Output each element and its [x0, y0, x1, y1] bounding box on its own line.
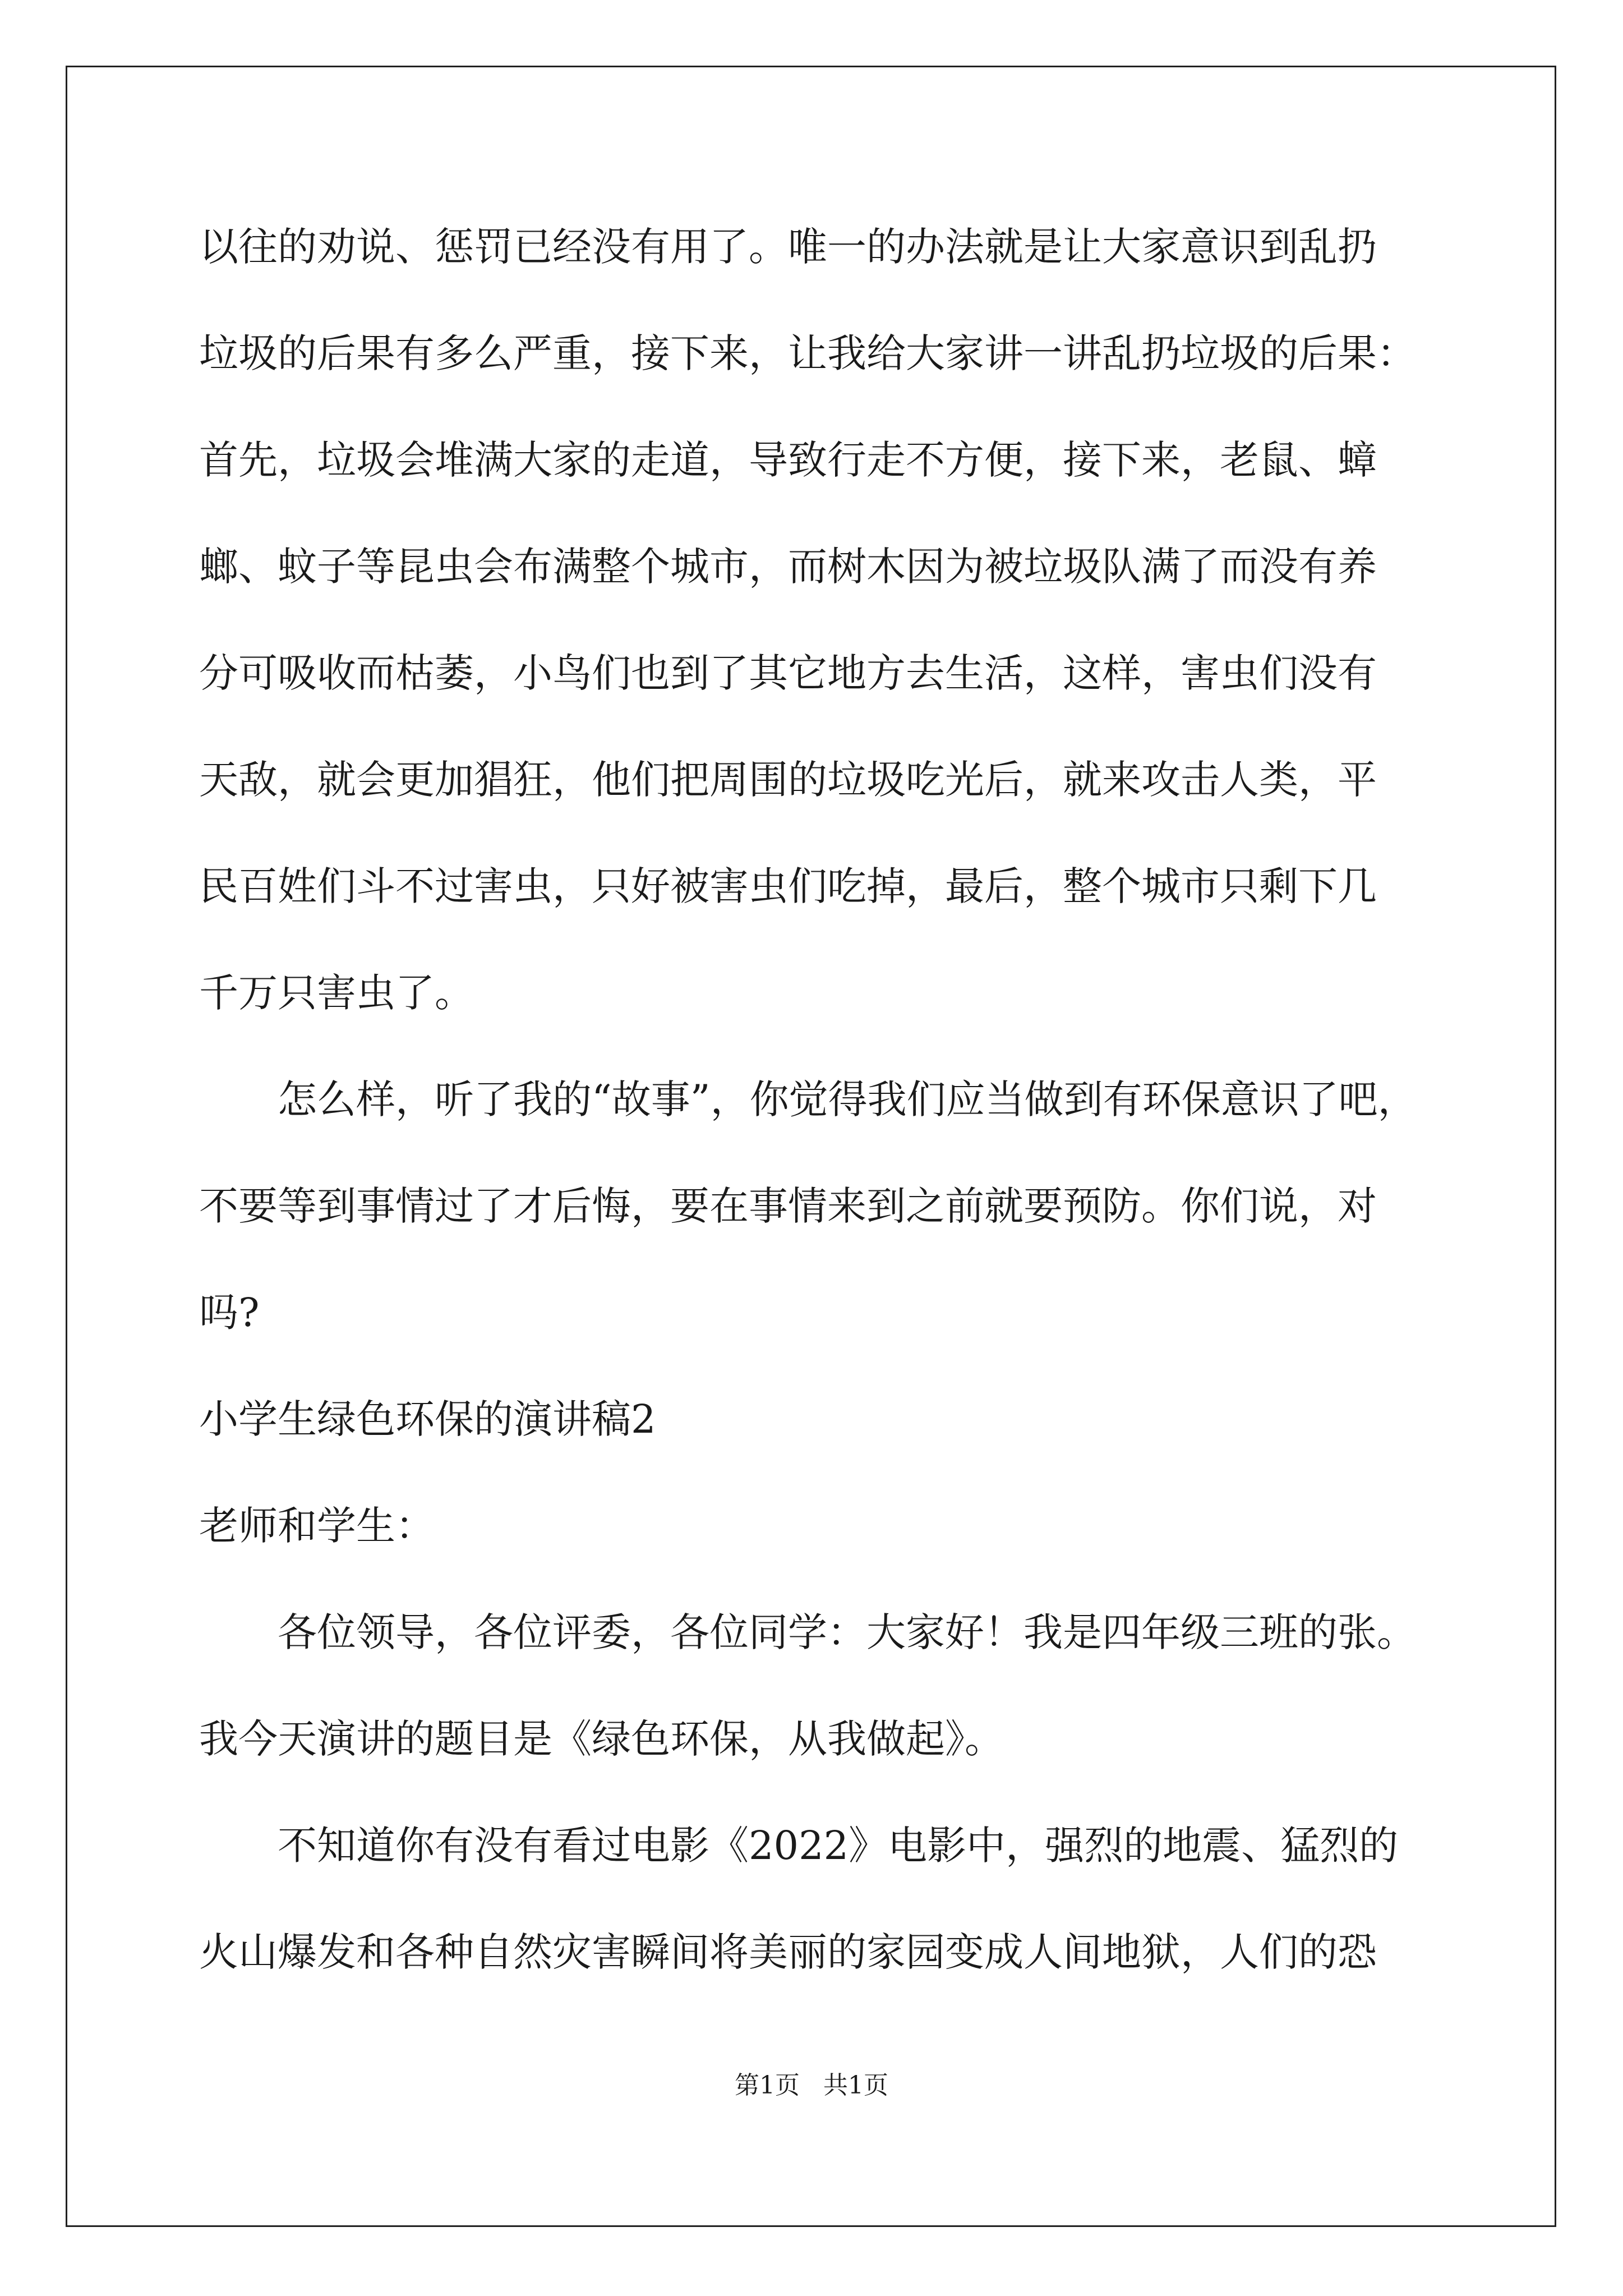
section-heading: 小学生绿色环保的演讲稿2: [199, 1396, 656, 1442]
page-border: [66, 66, 1556, 2227]
text-line-15: 我今天演讲的题目是《绿色环保，从我做起》。: [199, 1716, 1004, 1762]
text-line-3: 首先，垃圾会堆满大家的走道，导致行走不方便，接下来，老鼠、蟑: [199, 437, 1377, 483]
text-line-2: 垃圾的后果有多么严重，接下来，让我给大家讲一讲乱扔垃圾的后果：: [199, 330, 1416, 376]
text-line-8: 千万只害虫了。: [199, 970, 474, 1016]
text-line-4: 螂、蚊子等昆虫会布满整个城市，而树木因为被垃圾队满了而没有养: [199, 544, 1377, 590]
text-line-7: 民百姓们斗不过害虫，只好被害虫们吃掉，最后，整个城市只剩下几: [199, 863, 1377, 909]
text-line-1: 以往的劝说、惩罚已经没有用了。唯一的办法就是让大家意识到乱扔: [199, 224, 1377, 270]
page-footer: 第1页 共1页: [735, 2071, 888, 2100]
text-line-14: 各位领导，各位评委，各位同学：大家好！我是四年级三班的张。: [278, 1609, 1416, 1655]
text-line-10: 不要等到事情过了才后悔，要在事情来到之前就要预防。你们说，对: [199, 1183, 1377, 1229]
salutation: 老师和学生：: [199, 1503, 435, 1549]
text-line-11: 吗?: [199, 1290, 260, 1336]
text-line-9: 怎么样，听了我的“故事”，你觉得我们应当做到有环保意识了吧，: [278, 1076, 1417, 1122]
text-line-6: 天敌，就会更加猖狂，他们把周围的垃圾吃光后，就来攻击人类，平: [199, 757, 1377, 803]
text-line-16: 不知道你有没有看过电影《2022》电影中，强烈的地震、猛烈的: [278, 1823, 1399, 1869]
text-line-5: 分可吸收而枯萎，小鸟们也到了其它地方去生活，这样，害虫们没有: [199, 650, 1377, 696]
text-line-17: 火山爆发和各种自然灾害瞬间将美丽的家园变成人间地狱，人们的恐: [199, 1929, 1377, 1975]
